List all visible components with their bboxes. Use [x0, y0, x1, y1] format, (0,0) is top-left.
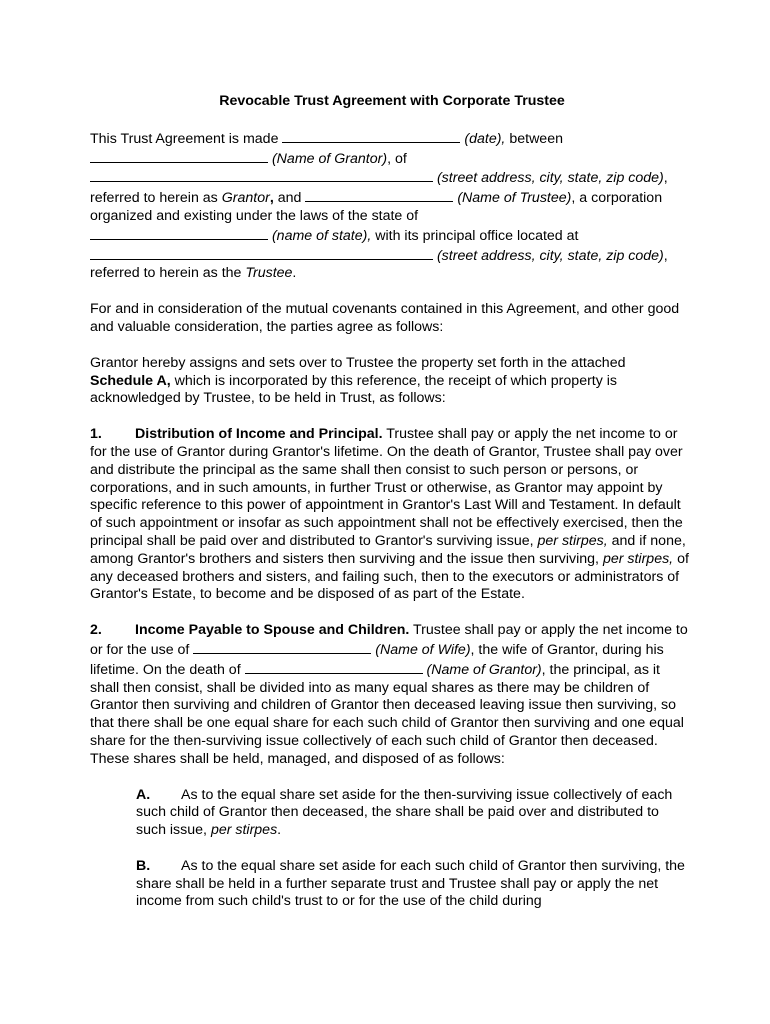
schedule-a-reference: Schedule A,: [90, 372, 171, 389]
date-blank[interactable]: [282, 129, 460, 143]
date-hint: (date),: [464, 130, 506, 147]
section-1-heading: Distribution of Income and Principal.: [135, 426, 383, 443]
grantor-address-blank[interactable]: [90, 168, 433, 182]
intro-comma: ,: [571, 190, 576, 207]
intro-made: This Trust Agreement is made: [90, 130, 279, 147]
subsection-b-text: As to the equal share set aside for each such child of Grantor then surviving, the share shall be held in a further separate trust and Trustee shall pay or apply the net income from such child's trust to or for the use of the child during: [136, 857, 685, 910]
grantor-name-hint-2: (Name of Grantor): [426, 661, 542, 678]
grantor-name-blank[interactable]: [90, 149, 268, 163]
intro-period: .: [292, 265, 297, 282]
subsection-a-period: .: [277, 822, 282, 839]
wife-name-blank[interactable]: [193, 640, 371, 654]
trustee-address-blank[interactable]: [90, 246, 433, 260]
trustee-address-hint: (street address, city, state, zip code): [436, 247, 664, 264]
subsection-a-label: A.: [136, 786, 151, 803]
intro-office: with its principal office located at: [375, 227, 579, 244]
document-title: Revocable Trust Agreement with Corporate Trustee: [219, 93, 565, 109]
section-1-number: 1.: [90, 426, 102, 443]
subsection-b-paragraph: [136, 858, 690, 911]
section-2-heading: Income Payable to Spouse and Children.: [135, 622, 410, 639]
intro-corp: a corporation organized and existing under the laws of the state of: [90, 190, 663, 224]
grantor-comma: ,: [269, 190, 274, 207]
trustee-name-hint: (Name of Trustee): [457, 190, 572, 207]
assignment-pre: Grantor hereby assigns and sets over to Trustee the property set forth in the attached: [90, 354, 626, 371]
grantor-term: Grantor: [221, 190, 270, 207]
section-1-text-a: Trustee shall pay or apply the net income to or for the use of Grantor during Grantor's lifetime. On the death of Grantor, Trustee shall pay over and distribute the principal as the same shall then consist to such person or persons, or corporations, and in such amounts, in further Trust or otherwise, as Grantor may appoint by specific reference to this power of appointment in Grantor's Last Will and Testament. In default of such appointment or insofar as such appointment shall not be effectively exercised, then the principal shall be paid over and distributed to Grantor's surviving issue,: [90, 426, 683, 549]
grantor-name-hint: (Name of Grantor): [271, 150, 388, 167]
intro-ref-trustee: , referred to herein as the: [90, 247, 668, 282]
section-2-number: 2.: [90, 622, 102, 639]
section-2-text-b: , the wife of Grantor, during his lifetime. On the death of: [90, 641, 664, 678]
subsection-a-per-stirpes: per stirpes: [210, 822, 278, 839]
section-2-text-a: Trustee shall pay or apply the net income to or for the use of: [90, 622, 688, 658]
assignment-paragraph: [90, 355, 690, 408]
intro-of: , of: [387, 150, 407, 167]
trustee-term: Trustee: [245, 265, 293, 282]
assignment-post: which is incorporated by this reference, the receipt of which property is acknowledged by Trustee, to be held in Trust, as follows:: [90, 372, 618, 407]
section-1-text-b: and if none, among Grantor's brothers and sisters then surviving and the issue then surviving,: [90, 532, 686, 567]
state-blank[interactable]: [90, 226, 268, 240]
section-1-text-c: of any deceased brothers and sisters, and failing such, then to the executors or administrators of Grantor's Estate, to become and be disposed of as part of the Estate.: [90, 550, 689, 603]
subsection-b-label: B.: [136, 857, 151, 874]
consideration-paragraph: For and in consideration of the mutual covenants contained in this Agreement, and other good and valuable consideration, the parties agree as follows:: [90, 301, 680, 335]
grantor-address-hint: (street address, city, state, zip code): [436, 170, 664, 187]
state-hint: (name of state),: [271, 227, 372, 244]
section-2-paragraph: [90, 622, 690, 768]
section-1-per-stirpes-1: per stirpes,: [537, 532, 608, 549]
trustee-name-blank[interactable]: [305, 188, 453, 202]
section-2-text-c: , the principal, as it shall then consist, shall be divided into as many equal shares as there may be children of Grantor then surviving and children of Grantor then deceased leaving issue then surviving, so that there shall be one equal share for each such child of Grantor then surviving and one equal share for the then-surviving issue collectively of each such child of Grantor then deceased. These shares shall be held, managed, and disposed of as follows:: [90, 661, 684, 767]
section-1-paragraph: [90, 426, 690, 604]
section-1-per-stirpes-2: per stirpes,: [602, 550, 674, 567]
intro-between: between: [509, 130, 563, 147]
subsection-a-paragraph: [136, 787, 690, 840]
subsection-a-text: As to the equal share set aside for the then-surviving issue collectively of each such child of Grantor then deceased, the share shall be paid over and distributed to such issue,: [136, 786, 673, 839]
grantor-name-blank-2[interactable]: [245, 660, 423, 674]
wife-name-hint: (Name of Wife): [375, 641, 471, 658]
intro-ref-grantor: , referred to herein as: [90, 170, 668, 207]
intro-paragraph: [90, 129, 690, 283]
document-page: [90, 93, 690, 929]
intro-and: and: [277, 190, 302, 207]
